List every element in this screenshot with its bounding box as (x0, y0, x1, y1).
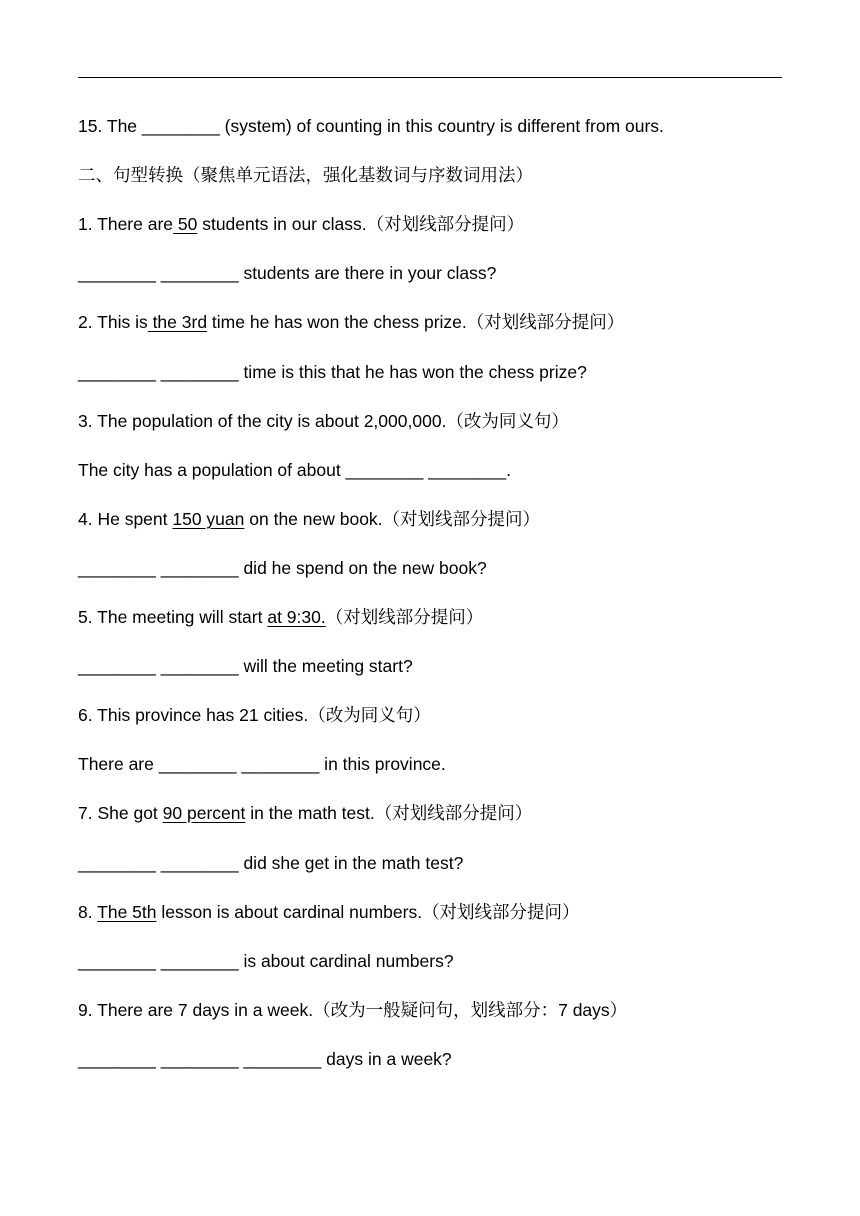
line-text: 5. The meeting will start (78, 607, 268, 627)
line-text: 15. The ________ (system) of counting in this country is different from ours. (78, 116, 664, 136)
line-text: ________ ________ will the meeting start? (78, 656, 413, 676)
line-text: ________ ________ did she get in the math test? (78, 853, 464, 873)
line-text: 2. This is (78, 312, 148, 332)
line-text: 9. There are 7 days in a week. (78, 1000, 314, 1020)
underlined-phrase: 90 percent (162, 803, 246, 823)
instruction-text: （改为同义句） (446, 412, 569, 432)
line-text: ________ ________ time is this that he has won the chess prize? (78, 362, 587, 382)
underlined-phrase: the 3rd (147, 312, 208, 332)
instruction-text: （对划线部分提问） (374, 804, 533, 824)
line-text: ________ ________ students are there in your class? (78, 263, 497, 283)
instruction-text: （对划线部分提问） (325, 608, 484, 628)
underlined-phrase: 150 yuan (172, 509, 245, 529)
line-text: time he has won the chess prize. (207, 312, 467, 332)
instruction-text: （改为同义句） (308, 706, 431, 726)
underlined-phrase: 50 (173, 214, 198, 234)
worksheet-line (78, 605, 483, 630)
worksheet-line (78, 360, 587, 384)
line-text: lesson is about cardinal numbers. (156, 902, 423, 922)
line-text: ________ ________ is about cardinal numbers? (78, 951, 454, 971)
instruction-text: （对划线部分提问） (366, 215, 525, 235)
worksheet-line (78, 507, 540, 532)
worksheet-line (78, 114, 664, 138)
worksheet-line (78, 851, 463, 875)
line-text: There are ________ ________ in this province. (78, 754, 446, 774)
line-text: 1. There are (78, 214, 174, 234)
worksheet-line (78, 310, 624, 335)
worksheet-line (78, 654, 413, 678)
line-text: The city has a population of about ________ ________. (78, 460, 511, 480)
line-text: ________ ________ did he spend on the new book? (78, 558, 487, 578)
line-text: 3. The population of the city is about 2,000,000. (78, 411, 447, 431)
line-text: 4. He spent (78, 509, 173, 529)
worksheet-line (78, 212, 524, 237)
instruction-text: （改为一般疑问句，划线部分： (313, 1001, 559, 1021)
instruction-text: （对划线部分提问） (422, 903, 580, 923)
underlined-phrase: The 5th (97, 902, 157, 922)
worksheet-line (78, 458, 511, 482)
line-text: ________ ________ ________ days in a week? (78, 1049, 452, 1069)
instruction-text: 二、句型转换（聚焦单元语法，强化基数词与序数词用法） (78, 166, 533, 186)
instruction-text: ） (609, 1001, 628, 1021)
worksheet-line (78, 752, 446, 776)
worksheet-line (78, 261, 496, 285)
line-text: 7. She got (78, 803, 163, 823)
header-rule (78, 77, 782, 78)
section-heading (78, 163, 533, 188)
worksheet-line (78, 998, 627, 1023)
line-text: on the new book. (244, 509, 383, 529)
line-text: 8. (78, 902, 98, 922)
instruction-text: （对划线部分提问） (382, 510, 541, 530)
worksheet-line (78, 900, 580, 925)
worksheet-line (78, 1047, 452, 1071)
worksheet-line (78, 409, 569, 434)
underlined-phrase: at 9:30. (267, 607, 326, 627)
instruction-text: （对划线部分提问） (466, 313, 625, 333)
line-text: in the math test. (245, 803, 375, 823)
line-text: students in our class. (197, 214, 367, 234)
worksheet-line (78, 703, 431, 728)
worksheet-line (78, 556, 487, 580)
worksheet-line (78, 801, 532, 826)
line-text: 6. This province has 21 cities. (78, 705, 309, 725)
line-text: 7 days (558, 1000, 610, 1020)
worksheet-line (78, 949, 454, 973)
